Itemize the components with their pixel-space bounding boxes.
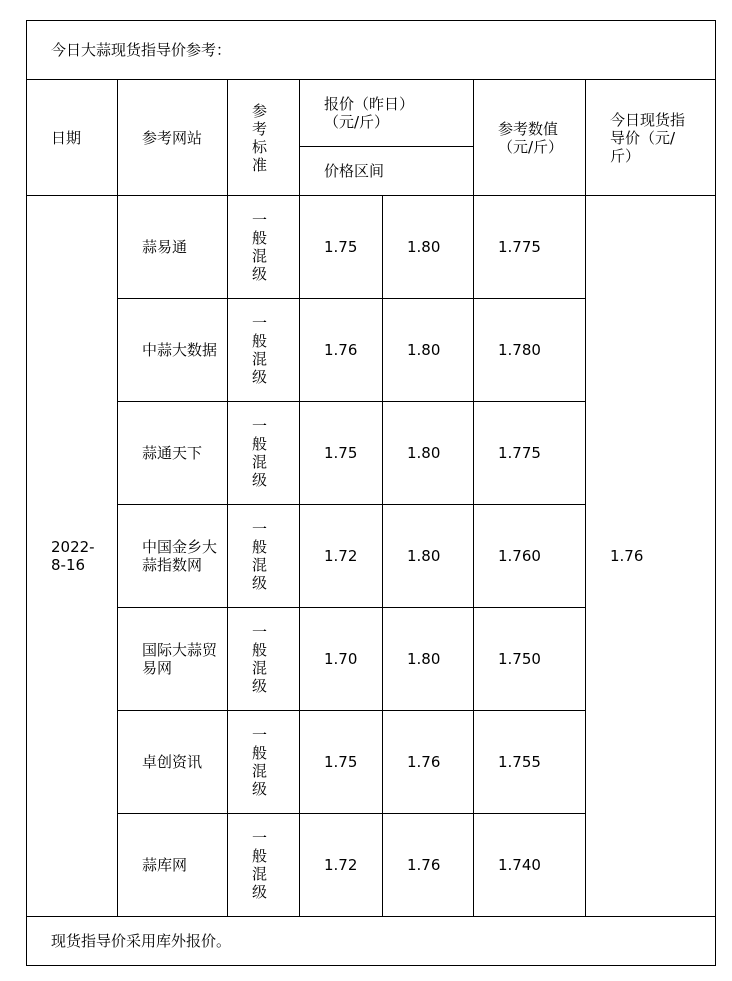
low-price-cell: 1.76	[300, 299, 383, 402]
standard-cell	[228, 608, 300, 711]
standard-text: 一般混级	[252, 520, 268, 592]
table-title: 今日大蒜现货指导价参考：	[27, 21, 716, 80]
header-guide	[586, 80, 716, 196]
header-quote-text: 报价（昨日）（元/斤）	[324, 95, 415, 131]
reference-value-cell: 1.775	[474, 196, 586, 299]
high-price-cell: 1.76	[383, 814, 474, 917]
reference-value-cell: 1.760	[474, 505, 586, 608]
low-price-cell: 1.70	[300, 608, 383, 711]
standard-cell	[228, 402, 300, 505]
header-site: 参考网站	[118, 80, 228, 196]
high-price-cell: 1.80	[383, 402, 474, 505]
low-price-cell: 1.75	[300, 402, 383, 505]
standard-cell	[228, 814, 300, 917]
site-cell: 国际大蒜贸易网	[118, 608, 228, 711]
header-date: 日期	[27, 80, 118, 196]
header-range: 价格区间	[300, 147, 474, 196]
high-price-cell: 1.80	[383, 608, 474, 711]
header-reference	[474, 80, 586, 196]
table-footer-note: 现货指导价采用库外报价。	[27, 917, 716, 966]
header-standard-text: 参考标准	[252, 101, 268, 174]
standard-text: 一般混级	[252, 829, 268, 901]
reference-value-cell: 1.780	[474, 299, 586, 402]
high-price-cell: 1.76	[383, 711, 474, 814]
header-standard	[228, 80, 300, 196]
standard-text: 一般混级	[252, 211, 268, 283]
site-cell: 蒜易通	[118, 196, 228, 299]
header-guide-text: 今日现货指导价（元/斤）	[610, 110, 686, 165]
reference-value-cell: 1.750	[474, 608, 586, 711]
standard-cell	[228, 196, 300, 299]
guide-price-cell: 1.76	[586, 196, 716, 917]
site-cell: 蒜通天下	[118, 402, 228, 505]
high-price-cell: 1.80	[383, 505, 474, 608]
site-cell: 中蒜大数据	[118, 299, 228, 402]
date-text: 2022-8-16	[51, 538, 95, 574]
standard-cell	[228, 505, 300, 608]
reference-value-cell: 1.740	[474, 814, 586, 917]
site-cell: 蒜库网	[118, 814, 228, 917]
standard-text: 一般混级	[252, 623, 268, 695]
standard-text: 一般混级	[252, 726, 268, 798]
low-price-cell: 1.75	[300, 196, 383, 299]
standard-cell	[228, 299, 300, 402]
low-price-cell: 1.75	[300, 711, 383, 814]
garlic-price-table	[26, 20, 716, 966]
low-price-cell: 1.72	[300, 814, 383, 917]
standard-cell	[228, 711, 300, 814]
table-row	[27, 196, 716, 299]
low-price-cell: 1.72	[300, 505, 383, 608]
site-cell: 卓创资讯	[118, 711, 228, 814]
standard-text: 一般混级	[252, 417, 268, 489]
reference-value-cell: 1.775	[474, 402, 586, 505]
high-price-cell: 1.80	[383, 196, 474, 299]
header-reference-text: 参考数值（元/斤）	[498, 119, 564, 156]
reference-value-cell: 1.755	[474, 711, 586, 814]
header-quote	[300, 80, 474, 147]
date-cell	[27, 196, 118, 917]
high-price-cell: 1.80	[383, 299, 474, 402]
site-cell: 中国金乡大蒜指数网	[118, 505, 228, 608]
standard-text: 一般混级	[252, 314, 268, 386]
